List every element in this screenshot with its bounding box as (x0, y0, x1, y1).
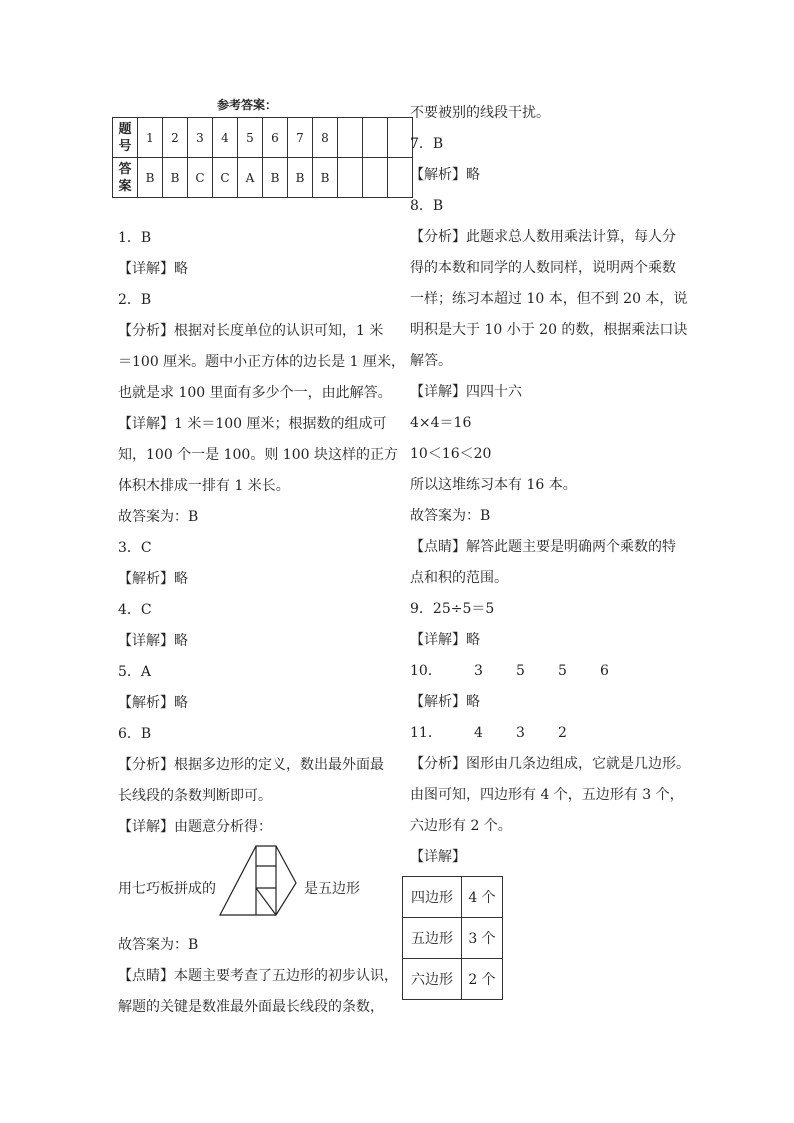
answer-cell: C (213, 158, 238, 198)
polygon-name: 四边形 (403, 877, 462, 918)
polygon-name: 六边形 (403, 959, 462, 1000)
q5-answer: 5．A (118, 664, 152, 680)
polygon-row (403, 918, 503, 959)
q11-detail: 【详解】 (410, 849, 466, 865)
q6-point-line: 【点睛】本题主要考查了五边形的初步认识， (118, 968, 398, 984)
polygon-count: 3 个 (462, 918, 503, 959)
tangram-figure-row (118, 840, 400, 920)
left-column-bottom (118, 930, 400, 1023)
q4-detail: 【详解】略 (118, 633, 188, 649)
tangram-label-right: 是五边形 (304, 881, 360, 897)
q2-final-answer: 故答案为：B (118, 509, 199, 525)
q8-detail-line: 【详解】四四十六 (410, 384, 522, 400)
q9-answer: 9．25÷5＝5 (410, 601, 495, 617)
q8-analysis-line: 得的本数和同学的人数同样，说明两个乘数 (410, 260, 676, 276)
q6-detail: 【详解】由题意分析得： (118, 819, 272, 835)
q6-answer: 6．B (118, 726, 152, 742)
answer-cell: B (288, 158, 313, 198)
q11-answers (410, 718, 685, 749)
polygon-row (403, 877, 503, 918)
answer-table-title: 参考答案： (217, 98, 278, 112)
q2-detail-line: 知，100 个一是 100。则 100 块这样的正方 (118, 447, 398, 463)
answer-header: 答案 (113, 158, 138, 198)
number-cell: 5 (238, 118, 263, 158)
answer-cell: A (238, 158, 263, 198)
number-cell: 8 (313, 118, 338, 158)
q8-analysis-line: 解答。 (410, 353, 452, 369)
q10-value: 6 (600, 663, 609, 679)
q2-analysis-line: 【分析】根据对长度单位的认识可知，1 米 (118, 323, 384, 339)
q8-final-answer: 故答案为：B (410, 508, 491, 524)
q6-analysis-line: 【分析】根据多边形的定义，数出最外面最 (118, 757, 384, 773)
number-cell: 6 (263, 118, 288, 158)
number-cell: 1 (138, 118, 163, 158)
number-cell (363, 118, 388, 158)
q8-point-line: 【点睛】解答此题主要是明确两个乘数的特 (410, 539, 676, 555)
q8-analysis-line: 明积是大于 10 小于 20 的数，根据乘法口诀 (410, 322, 688, 338)
number-cell (388, 118, 413, 158)
q10-value: 3 (474, 663, 483, 679)
q6-point-line: 解题的关键是数准最外面最长线段的条数， (118, 999, 384, 1015)
answer-cell: B (263, 158, 288, 198)
number-cell: 4 (213, 118, 238, 158)
q11-value: 4 (474, 725, 483, 741)
q6-point-line: 不要被别的线段干扰。 (410, 105, 550, 121)
q1-detail: 【详解】略 (118, 261, 188, 277)
number-cell: 2 (163, 118, 188, 158)
q11-analysis-line: 由图可知，四边形有 4 个，五边形有 3 个， (410, 787, 684, 803)
q7-analysis: 【解析】略 (410, 167, 480, 183)
right-column (410, 98, 690, 873)
answer-cell (388, 158, 413, 198)
q8-answer: 8．B (410, 198, 444, 214)
answer-table (112, 117, 413, 198)
q2-detail-line: 【详解】1 米＝100 厘米；根据数的组成可 (118, 416, 387, 432)
q11-value: 2 (558, 725, 567, 741)
pentagon-outline (220, 846, 296, 915)
q11-value: 3 (516, 725, 525, 741)
q7-answer: 7．B (410, 136, 444, 152)
q8-detail-line: 10＜16＜20 (410, 446, 492, 462)
q2-analysis-line: 也就是求 100 里面有多少个一，由此解答。 (118, 385, 392, 401)
answer-cell (363, 158, 388, 198)
q9-detail: 【详解】略 (410, 632, 480, 648)
q8-detail-line: 4×4＝16 (410, 415, 472, 431)
q1-answer: 1．B (118, 230, 152, 246)
q2-analysis-line: ＝100 厘米。题中小正方体的边长是 1 厘米， (118, 354, 405, 370)
polygon-row (403, 959, 503, 1000)
answer-cell (338, 158, 363, 198)
q10-value: 5 (516, 663, 525, 679)
q11-number: 11． (410, 725, 442, 741)
answer-cell: C (188, 158, 213, 198)
q8-point-line: 点和积的范围。 (410, 570, 508, 586)
answer-table-answer-row (113, 158, 413, 198)
q2-detail-line: 体积木排成一排有 1 米长。 (118, 478, 290, 494)
answer-cell: B (313, 158, 338, 198)
polygon-count: 2 个 (462, 959, 503, 1000)
q6-final-answer: 故答案为：B (118, 937, 199, 953)
left-column (118, 223, 405, 843)
tangram-label-left: 用七巧板拼成的 (118, 881, 216, 897)
answer-table-number-row (113, 118, 413, 158)
q10-answers (410, 656, 685, 687)
number-cell: 7 (288, 118, 313, 158)
q2-answer: 2．B (118, 292, 152, 308)
q8-analysis-line: 一样；练习本超过 10 本，但不到 20 本，说 (410, 291, 688, 307)
q11-analysis-line: 【分析】图形由几条边组成，它就是几边形。 (410, 756, 690, 772)
q8-analysis-line: 【分析】此题求总人数用乘法计算，每人分 (410, 229, 676, 245)
number-cell: 3 (188, 118, 213, 158)
answer-cell: B (138, 158, 163, 198)
tangram-inner-line (256, 888, 276, 915)
q11-analysis-line: 六边形有 2 个。 (410, 818, 512, 834)
answer-cell: B (163, 158, 188, 198)
q4-answer: 4．C (118, 602, 152, 618)
q5-analysis: 【解析】略 (118, 695, 188, 711)
q3-answer: 3．C (118, 540, 152, 556)
polygon-count-table (402, 876, 503, 1000)
number-header: 题号 (113, 118, 138, 158)
tangram-pentagon-figure (218, 840, 298, 918)
polygon-count: 4 个 (462, 877, 503, 918)
polygon-name: 五边形 (403, 918, 462, 959)
q10-value: 5 (558, 663, 567, 679)
number-cell (338, 118, 363, 158)
q10-analysis: 【解析】略 (410, 694, 480, 710)
q10-number: 10． (410, 663, 442, 679)
q3-analysis: 【解析】略 (118, 571, 188, 587)
q8-detail-line: 所以这堆练习本有 16 本。 (410, 477, 577, 493)
q6-analysis-line: 长线段的条数判断即可。 (118, 788, 272, 804)
